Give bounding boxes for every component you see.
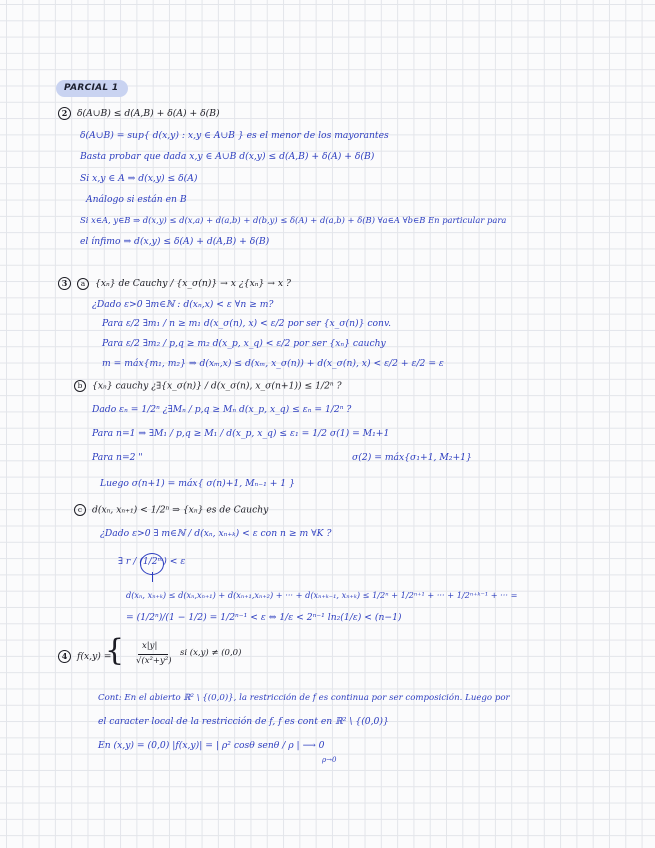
p2-line: Si x∈A, y∈B ⇒ d(x,y) ≤ d(x,a) + d(a,b) + d(b,y) ≤ δ(A) + d(a,b) + δ(B) ∀a∈A ∀b∈B En particular para xyxy=(80,215,507,225)
p3b-line: σ(2) = máx{σ₁+1, M₂+1} xyxy=(352,452,472,463)
statement-text: δ(A∪B) ≤ d(A,B) + δ(A) + δ(B) xyxy=(77,108,220,119)
p3a-line: m = máx{m₁, m₂} ⇒ d(xₘ,x) ≤ d(xₘ, x_σ(n)) + d(x_σ(n), x) < ε/2 + ε/2 = ε xyxy=(102,358,444,369)
p4-line: Cont: En el abierto ℝ² \ {(0,0)}, la restricción de f es continua por ser composición. Luego por xyxy=(98,693,510,703)
p2-line: δ(A∪B) = sup{ d(x,y) : x,y ∈ A∪B } es el menor de los mayorantes xyxy=(80,130,389,141)
section-tag: PARCIAL 1 xyxy=(56,80,128,97)
p3a-line: Para ε/2 ∃m₁ / n ≥ m₁ d(x_σ(n), x) < ε/2 por ser {x_σ(n)} conv. xyxy=(102,318,391,329)
limit-subscript: ρ→0 xyxy=(322,756,337,764)
p3b-line: Dado εₙ = 1/2ⁿ ¿∃Mₙ / p,q ≥ Mₙ d(x_p, x_q) ≤ εₙ = 1/2ⁿ ? xyxy=(92,404,352,415)
p4-line: el caracter local de la restricción de f, f es cont en ℝ² \ {(0,0)} xyxy=(98,716,389,727)
p3c-line: ¿Dado ε>0 ∃ m∈ℕ / d(xₙ, xₙ₊ₖ) < ε con n ≥ m ∀K ? xyxy=(100,528,332,539)
p3c-line: ∃ r / (1/2ᵐ) < ε xyxy=(118,556,186,567)
problem-3c-statement xyxy=(74,504,268,517)
p3a-line: Para ε/2 ∃m₂ / p,q ≥ m₂ d(x_p, x_q) < ε/2 por ser {xₙ} cauchy xyxy=(102,338,386,349)
problem-number: 4 xyxy=(58,650,71,663)
p3b-line: Para n=1 ⇒ ∃M₁ / p,q ≥ M₁ / d(x_p, x_q) ≤ ε₁ = 1/2 σ(1) = M₁+1 xyxy=(92,428,390,439)
brace-symbol: { xyxy=(105,633,125,668)
part-label: c xyxy=(74,504,86,516)
function-name: f(x,y) = xyxy=(77,651,112,662)
problem-2-statement xyxy=(58,107,220,120)
p2-line: Si x,y ∈ A ⇒ d(x,y) ≤ δ(A) xyxy=(80,173,198,184)
part-label: a xyxy=(77,278,89,290)
p2-line: Análogo si están en B xyxy=(86,194,187,205)
fraction-bar xyxy=(138,654,168,655)
problem-number: 2 xyxy=(58,107,71,120)
p4-line: En (x,y) = (0,0) |f(x,y)| = | ρ² cosθ senθ / ρ | ⟶ 0 xyxy=(98,740,325,751)
p3a-line: ¿Dado ε>0 ∃m∈ℕ : d(xₙ,x) < ε ∀n ≥ m? xyxy=(92,299,274,310)
p3c-line: d(xₙ, xₙ₊ₖ) ≤ d(xₙ,xₙ₊₁) + d(xₙ₊₁,xₙ₊₂) + ··· + d(xₙ₊ₖ₋₁, xₙ₊ₖ) ≤ 1/2ⁿ + 1/2ⁿ⁺¹ + ··· + 1/2ⁿ⁺ᵏ⁻¹ + ··· = xyxy=(126,590,518,600)
problem-3b-statement xyxy=(74,380,342,393)
problem-4-statement xyxy=(58,650,111,663)
p3b-line: Para n=2 " xyxy=(92,452,143,463)
problem-3a-statement xyxy=(58,277,291,290)
case-condition: si (x,y) ≠ (0,0) xyxy=(180,648,242,658)
problem-number: 3 xyxy=(58,277,71,290)
arrow-down-icon xyxy=(152,572,153,582)
p3b-line: Luego σ(n+1) = máx{ σ(n)+1, Mₙ₋₁ + 1 } xyxy=(100,478,295,489)
p2-line: el ínfimo ⇒ d(x,y) ≤ δ(A) + d(A,B) + δ(B) xyxy=(80,236,270,247)
p2-line: Basta probar que dada x,y ∈ A∪B d(x,y) ≤ d(A,B) + δ(A) + δ(B) xyxy=(80,151,375,162)
statement-text: d(xₙ, xₙ₊₁) < 1/2ⁿ ⇒ {xₙ} es de Cauchy xyxy=(92,504,269,516)
part-label: b xyxy=(74,380,86,392)
statement-text: {xₙ} de Cauchy / {x_σ(n)} → x ¿{xₙ} → x ? xyxy=(95,278,291,289)
fraction-denominator: √(x²+y²) xyxy=(136,656,172,666)
statement-text: {xₙ} cauchy ¿∃{x_σ(n)} / d(x_σ(n), x_σ(n+1)) ≤ 1/2ⁿ ? xyxy=(92,380,342,392)
p3c-line: = (1/2ⁿ)/(1 − 1/2) = 1/2ⁿ⁻¹ < ε ⇔ 1/ε < 2ⁿ⁻¹ ln₂(1/ε) < (n−1) xyxy=(126,612,402,623)
fraction-numerator: x|y| xyxy=(142,641,158,651)
